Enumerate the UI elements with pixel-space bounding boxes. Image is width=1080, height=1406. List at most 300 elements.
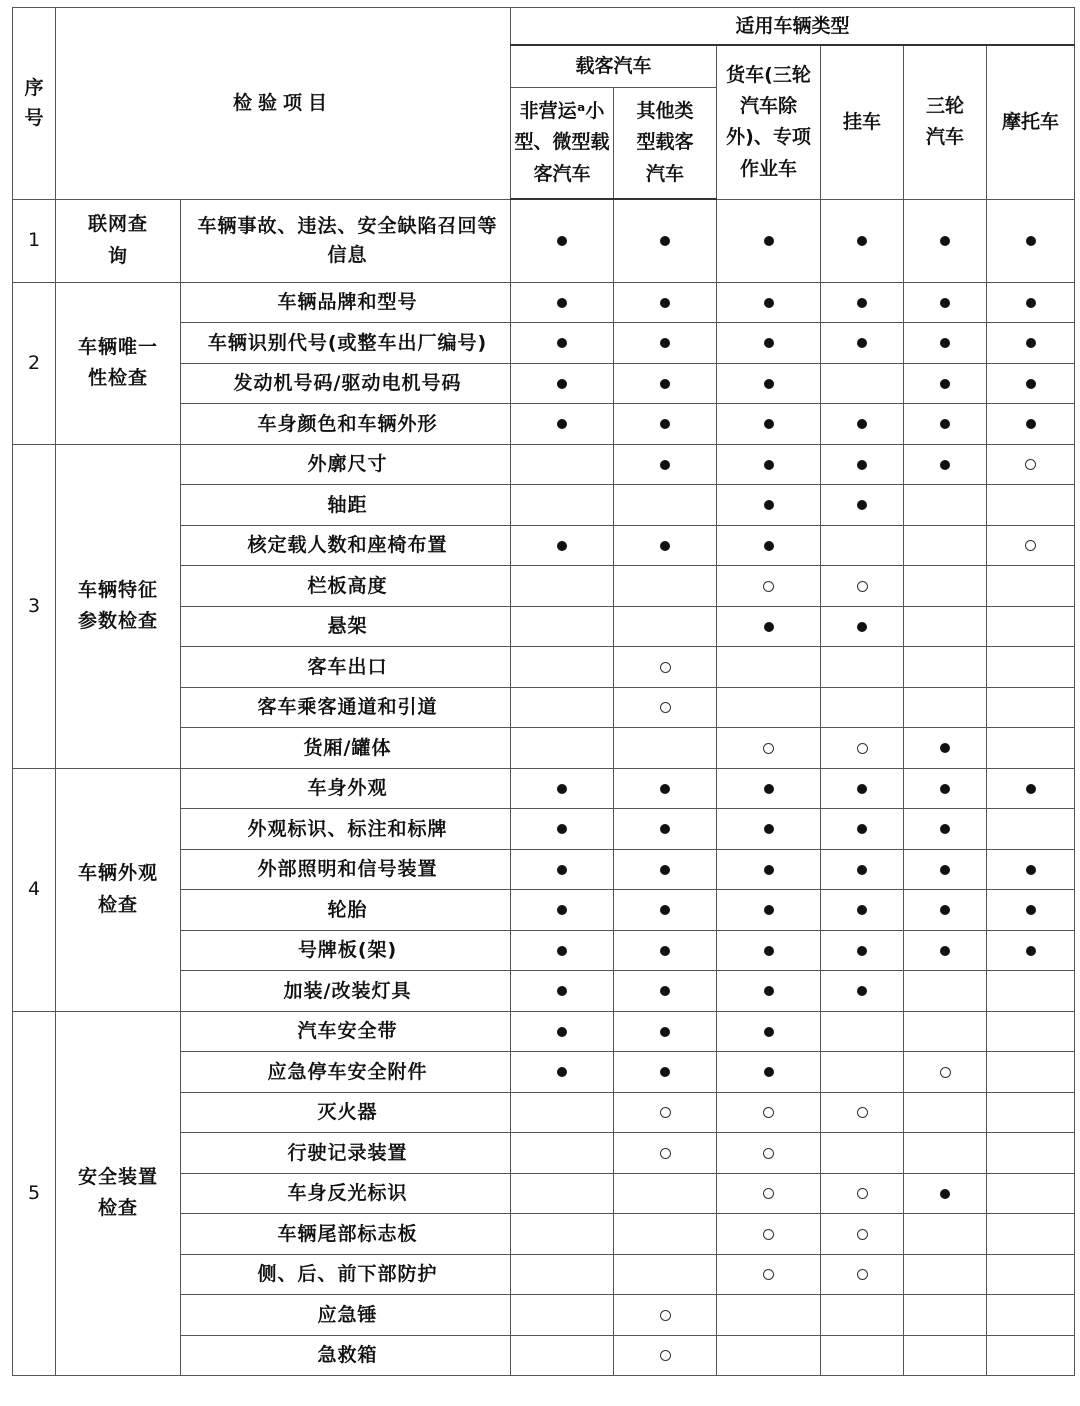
applicability-cell	[904, 768, 987, 809]
filled-circle-icon	[857, 298, 867, 308]
applicability-cell	[987, 768, 1075, 809]
row-category	[56, 282, 181, 444]
applicability-cell	[511, 1335, 614, 1376]
applicability-cell	[904, 971, 987, 1012]
applicability-cell	[614, 849, 717, 890]
applicability-cell	[904, 1173, 987, 1214]
row-category	[56, 199, 181, 282]
filled-circle-icon	[764, 338, 774, 348]
filled-circle-icon	[660, 1067, 670, 1077]
hollow-circle-icon	[763, 581, 774, 592]
applicability-cell	[511, 444, 614, 485]
applicability-cell	[511, 890, 614, 931]
header-motorcycle-label: 摩托车	[1002, 111, 1060, 133]
row-category	[56, 444, 181, 768]
filled-circle-icon	[660, 824, 670, 834]
applicability-cell	[987, 930, 1075, 971]
applicability-cell	[821, 282, 904, 323]
applicability-cell	[821, 1092, 904, 1133]
hollow-circle-icon	[660, 702, 671, 713]
applicability-cell	[987, 1254, 1075, 1295]
applicability-cell	[717, 566, 821, 607]
filled-circle-icon	[1026, 298, 1036, 308]
filled-circle-icon	[557, 1067, 567, 1077]
applicability-cell	[904, 1011, 987, 1052]
filled-circle-icon	[557, 986, 567, 996]
filled-circle-icon	[940, 419, 950, 429]
applicability-cell	[511, 1092, 614, 1133]
applicability-cell	[904, 809, 987, 850]
applicability-cell	[614, 809, 717, 850]
header-non-operating-label: 非营运ᵃ小型、微型载客汽车	[514, 99, 610, 185]
filled-circle-icon	[660, 986, 670, 996]
row-item-name: 轮胎	[181, 890, 511, 931]
applicability-cell	[821, 566, 904, 607]
hollow-circle-icon	[763, 1148, 774, 1159]
header-item-label: 检验项目	[233, 92, 334, 114]
row-item-name: 车辆品牌和型号	[181, 282, 511, 323]
row-item-name: 核定载人数和座椅布置	[181, 525, 511, 566]
applicability-cell	[904, 728, 987, 769]
applicability-cell	[717, 404, 821, 445]
applicability-cell	[717, 525, 821, 566]
filled-circle-icon	[857, 236, 867, 246]
filled-circle-icon	[557, 338, 567, 348]
filled-circle-icon	[857, 784, 867, 794]
filled-circle-icon	[660, 338, 670, 348]
applicability-cell	[821, 647, 904, 688]
applicability-cell	[904, 566, 987, 607]
filled-circle-icon	[660, 236, 670, 246]
hollow-circle-icon	[763, 1107, 774, 1118]
applicability-cell	[987, 1092, 1075, 1133]
applicability-cell	[821, 404, 904, 445]
applicability-cell	[511, 647, 614, 688]
applicability-cell	[614, 1335, 717, 1376]
applicability-cell	[904, 1335, 987, 1376]
table-row	[13, 768, 1075, 809]
filled-circle-icon	[1026, 784, 1036, 794]
filled-circle-icon	[557, 236, 567, 246]
filled-circle-icon	[940, 379, 950, 389]
applicability-cell	[717, 1214, 821, 1255]
applicability-cell	[614, 323, 717, 364]
applicability-cell	[904, 485, 987, 526]
applicability-cell	[821, 525, 904, 566]
row-item-name: 应急停车安全附件	[181, 1052, 511, 1093]
applicability-cell	[821, 1011, 904, 1052]
filled-circle-icon	[940, 298, 950, 308]
applicability-cell	[717, 971, 821, 1012]
applicability-cell	[511, 1254, 614, 1295]
filled-circle-icon	[660, 946, 670, 956]
row-seq: 2	[13, 282, 56, 444]
row-item-name: 客车出口	[181, 647, 511, 688]
hollow-circle-icon	[660, 1148, 671, 1159]
applicability-cell	[614, 1295, 717, 1336]
row-item-name: 车身颜色和车辆外形	[181, 404, 511, 445]
hollow-circle-icon	[660, 1310, 671, 1321]
filled-circle-icon	[764, 419, 774, 429]
applicability-cell	[987, 809, 1075, 850]
applicability-cell	[717, 849, 821, 890]
hollow-circle-icon	[1025, 540, 1036, 551]
filled-circle-icon	[764, 905, 774, 915]
applicability-cell	[821, 1133, 904, 1174]
row-item-name: 车辆识别代号(或整车出厂编号)	[181, 323, 511, 364]
header-tricycle	[904, 45, 987, 199]
filled-circle-icon	[857, 622, 867, 632]
applicability-cell	[717, 1254, 821, 1295]
hollow-circle-icon	[660, 662, 671, 673]
filled-circle-icon	[857, 460, 867, 470]
hollow-circle-icon	[1025, 459, 1036, 470]
applicability-cell	[821, 930, 904, 971]
applicability-cell	[511, 1214, 614, 1255]
hollow-circle-icon	[857, 1107, 868, 1118]
filled-circle-icon	[557, 905, 567, 915]
applicability-cell	[717, 687, 821, 728]
applicability-cell	[511, 1173, 614, 1214]
applicability-cell	[904, 199, 987, 282]
header-other-passenger	[614, 88, 717, 200]
filled-circle-icon	[940, 743, 950, 753]
applicability-cell	[614, 890, 717, 931]
applicability-cell	[614, 282, 717, 323]
applicability-cell	[987, 890, 1075, 931]
applicability-cell	[821, 809, 904, 850]
applicability-cell	[987, 971, 1075, 1012]
header-vehicle-types	[511, 8, 1075, 46]
applicability-cell	[821, 1052, 904, 1093]
applicability-cell	[717, 728, 821, 769]
applicability-cell	[904, 930, 987, 971]
applicability-cell	[821, 363, 904, 404]
applicability-cell	[511, 323, 614, 364]
applicability-cell	[987, 1052, 1075, 1093]
row-item-name: 急救箱	[181, 1335, 511, 1376]
row-item-name: 外廓尺寸	[181, 444, 511, 485]
applicability-cell	[511, 728, 614, 769]
filled-circle-icon	[764, 946, 774, 956]
filled-circle-icon	[557, 379, 567, 389]
applicability-cell	[821, 1295, 904, 1336]
applicability-cell	[717, 1052, 821, 1093]
filled-circle-icon	[764, 784, 774, 794]
applicability-cell	[987, 566, 1075, 607]
filled-circle-icon	[857, 986, 867, 996]
filled-circle-icon	[1026, 865, 1036, 875]
row-item-name: 外观标识、标注和标牌	[181, 809, 511, 850]
applicability-cell	[987, 1214, 1075, 1255]
row-item-name: 车身外观	[181, 768, 511, 809]
applicability-cell	[511, 971, 614, 1012]
filled-circle-icon	[940, 236, 950, 246]
row-item-name: 发动机号码/驱动电机号码	[181, 363, 511, 404]
applicability-cell	[511, 485, 614, 526]
applicability-cell	[904, 687, 987, 728]
filled-circle-icon	[940, 1189, 950, 1199]
hollow-circle-icon	[763, 743, 774, 754]
applicability-cell	[511, 1295, 614, 1336]
filled-circle-icon	[660, 460, 670, 470]
filled-circle-icon	[940, 824, 950, 834]
filled-circle-icon	[1026, 338, 1036, 348]
applicability-cell	[717, 1011, 821, 1052]
applicability-cell	[511, 930, 614, 971]
applicability-cell	[717, 890, 821, 931]
applicability-cell	[904, 444, 987, 485]
hollow-circle-icon	[940, 1067, 951, 1078]
header-seq	[13, 8, 56, 200]
filled-circle-icon	[857, 419, 867, 429]
filled-circle-icon	[764, 298, 774, 308]
applicability-cell	[717, 444, 821, 485]
hollow-circle-icon	[857, 1188, 868, 1199]
filled-circle-icon	[660, 905, 670, 915]
filled-circle-icon	[1026, 419, 1036, 429]
applicability-cell	[821, 1254, 904, 1295]
applicability-cell	[511, 404, 614, 445]
applicability-cell	[717, 323, 821, 364]
applicability-cell	[904, 363, 987, 404]
filled-circle-icon	[660, 298, 670, 308]
row-item-name: 侧、后、前下部防护	[181, 1254, 511, 1295]
filled-circle-icon	[857, 824, 867, 834]
row-item-name: 栏板高度	[181, 566, 511, 607]
hollow-circle-icon	[660, 1350, 671, 1361]
applicability-cell	[614, 647, 717, 688]
applicability-cell	[614, 1052, 717, 1093]
applicability-cell	[904, 525, 987, 566]
applicability-cell	[904, 1052, 987, 1093]
applicability-cell	[987, 1335, 1075, 1376]
filled-circle-icon	[557, 298, 567, 308]
filled-circle-icon	[1026, 946, 1036, 956]
applicability-cell	[614, 404, 717, 445]
applicability-cell	[987, 1011, 1075, 1052]
filled-circle-icon	[660, 865, 670, 875]
applicability-cell	[821, 199, 904, 282]
row-item-name: 轴距	[181, 485, 511, 526]
filled-circle-icon	[940, 784, 950, 794]
applicability-cell	[987, 728, 1075, 769]
hollow-circle-icon	[857, 581, 868, 592]
hollow-circle-icon	[857, 1269, 868, 1280]
applicability-cell	[904, 404, 987, 445]
applicability-cell	[904, 1214, 987, 1255]
applicability-cell	[904, 1295, 987, 1336]
applicability-cell	[904, 1133, 987, 1174]
applicability-cell	[717, 930, 821, 971]
row-item-name: 车身反光标识	[181, 1173, 511, 1214]
filled-circle-icon	[557, 784, 567, 794]
filled-circle-icon	[764, 1067, 774, 1077]
filled-circle-icon	[557, 541, 567, 551]
table-row	[13, 444, 1075, 485]
hollow-circle-icon	[763, 1229, 774, 1240]
header-motorcycle	[987, 45, 1075, 199]
row-category-label: 车辆外观检查	[77, 862, 158, 916]
applicability-cell	[614, 1092, 717, 1133]
hollow-circle-icon	[763, 1269, 774, 1280]
applicability-cell	[987, 323, 1075, 364]
applicability-cell	[614, 728, 717, 769]
header-tricycle-label: 三轮汽车	[926, 94, 965, 149]
applicability-cell	[717, 282, 821, 323]
table-row	[13, 199, 1075, 282]
row-item-name: 加装/改装灯具	[181, 971, 511, 1012]
applicability-cell	[904, 647, 987, 688]
filled-circle-icon	[660, 784, 670, 794]
filled-circle-icon	[857, 865, 867, 875]
applicability-cell	[614, 525, 717, 566]
applicability-cell	[511, 363, 614, 404]
applicability-cell	[987, 282, 1075, 323]
applicability-cell	[821, 728, 904, 769]
row-item-name: 汽车安全带	[181, 1011, 511, 1052]
row-item-name: 灭火器	[181, 1092, 511, 1133]
applicability-cell	[614, 363, 717, 404]
filled-circle-icon	[557, 419, 567, 429]
row-item-name: 车辆事故、违法、安全缺陷召回等信息	[181, 199, 511, 282]
applicability-cell	[511, 1011, 614, 1052]
filled-circle-icon	[1026, 236, 1036, 246]
header-seq-label: 序号	[24, 76, 44, 130]
applicability-cell	[717, 1295, 821, 1336]
applicability-cell	[511, 525, 614, 566]
applicability-cell	[821, 687, 904, 728]
applicability-cell	[511, 606, 614, 647]
table-row	[13, 1011, 1075, 1052]
filled-circle-icon	[764, 865, 774, 875]
applicability-cell	[987, 525, 1075, 566]
inspection-items-table	[12, 7, 1075, 1376]
applicability-cell	[511, 1133, 614, 1174]
hollow-circle-icon	[857, 743, 868, 754]
table-body	[13, 199, 1075, 1376]
filled-circle-icon	[660, 419, 670, 429]
applicability-cell	[821, 444, 904, 485]
applicability-cell	[511, 849, 614, 890]
applicability-cell	[614, 1254, 717, 1295]
filled-circle-icon	[940, 460, 950, 470]
row-seq: 5	[13, 1011, 56, 1376]
filled-circle-icon	[557, 865, 567, 875]
applicability-cell	[821, 485, 904, 526]
applicability-cell	[821, 1214, 904, 1255]
row-category-label: 联网查询	[87, 213, 148, 267]
filled-circle-icon	[857, 946, 867, 956]
applicability-cell	[614, 1173, 717, 1214]
filled-circle-icon	[764, 541, 774, 551]
row-category-label: 安全装置检查	[77, 1165, 158, 1220]
applicability-cell	[614, 687, 717, 728]
applicability-cell	[821, 971, 904, 1012]
applicability-cell	[904, 1092, 987, 1133]
filled-circle-icon	[557, 1027, 567, 1037]
header-trailer	[821, 45, 904, 199]
applicability-cell	[614, 930, 717, 971]
applicability-cell	[614, 606, 717, 647]
applicability-cell	[717, 1335, 821, 1376]
applicability-cell	[717, 199, 821, 282]
filled-circle-icon	[857, 905, 867, 915]
applicability-cell	[821, 606, 904, 647]
applicability-cell	[904, 606, 987, 647]
header-passenger-car-label: 载客汽车	[575, 55, 652, 78]
applicability-cell	[821, 890, 904, 931]
filled-circle-icon	[940, 338, 950, 348]
filled-circle-icon	[764, 236, 774, 246]
filled-circle-icon	[557, 824, 567, 834]
filled-circle-icon	[764, 622, 774, 632]
applicability-cell	[987, 687, 1075, 728]
row-item-name: 客车乘客通道和引道	[181, 687, 511, 728]
applicability-cell	[614, 1214, 717, 1255]
header-trailer-label: 挂车	[843, 111, 882, 133]
applicability-cell	[987, 199, 1075, 282]
applicability-cell	[717, 1133, 821, 1174]
filled-circle-icon	[857, 500, 867, 510]
applicability-cell	[904, 323, 987, 364]
applicability-cell	[717, 1092, 821, 1133]
applicability-cell	[614, 199, 717, 282]
header-other-passenger-label: 其他类型载客汽车	[636, 99, 694, 185]
applicability-cell	[511, 199, 614, 282]
filled-circle-icon	[764, 824, 774, 834]
hollow-circle-icon	[763, 1188, 774, 1199]
applicability-cell	[511, 566, 614, 607]
row-item-name: 货厢/罐体	[181, 728, 511, 769]
filled-circle-icon	[764, 379, 774, 389]
applicability-cell	[717, 485, 821, 526]
applicability-cell	[717, 809, 821, 850]
applicability-cell	[987, 404, 1075, 445]
applicability-cell	[717, 768, 821, 809]
applicability-cell	[614, 1133, 717, 1174]
applicability-cell	[821, 1173, 904, 1214]
applicability-cell	[821, 1335, 904, 1376]
applicability-cell	[614, 485, 717, 526]
applicability-cell	[987, 647, 1075, 688]
filled-circle-icon	[940, 865, 950, 875]
filled-circle-icon	[940, 946, 950, 956]
applicability-cell	[987, 1133, 1075, 1174]
filled-circle-icon	[660, 541, 670, 551]
row-seq: 4	[13, 768, 56, 1011]
row-category-label: 车辆特征参数检查	[77, 578, 158, 632]
filled-circle-icon	[764, 460, 774, 470]
header-vehicle-types-label: 适用车辆类型	[735, 14, 850, 37]
applicability-cell	[821, 849, 904, 890]
applicability-cell	[987, 1173, 1075, 1214]
applicability-cell	[511, 282, 614, 323]
applicability-cell	[717, 647, 821, 688]
applicability-cell	[987, 363, 1075, 404]
filled-circle-icon	[764, 500, 774, 510]
applicability-cell	[987, 444, 1075, 485]
header-item	[56, 8, 511, 200]
applicability-cell	[987, 1295, 1075, 1336]
header-truck-label: 货车(三轮汽车除外)、专项作业车	[726, 63, 811, 180]
row-category	[56, 1011, 181, 1376]
applicability-cell	[614, 1011, 717, 1052]
row-seq: 3	[13, 444, 56, 768]
hollow-circle-icon	[857, 1229, 868, 1240]
applicability-cell	[614, 444, 717, 485]
filled-circle-icon	[857, 338, 867, 348]
